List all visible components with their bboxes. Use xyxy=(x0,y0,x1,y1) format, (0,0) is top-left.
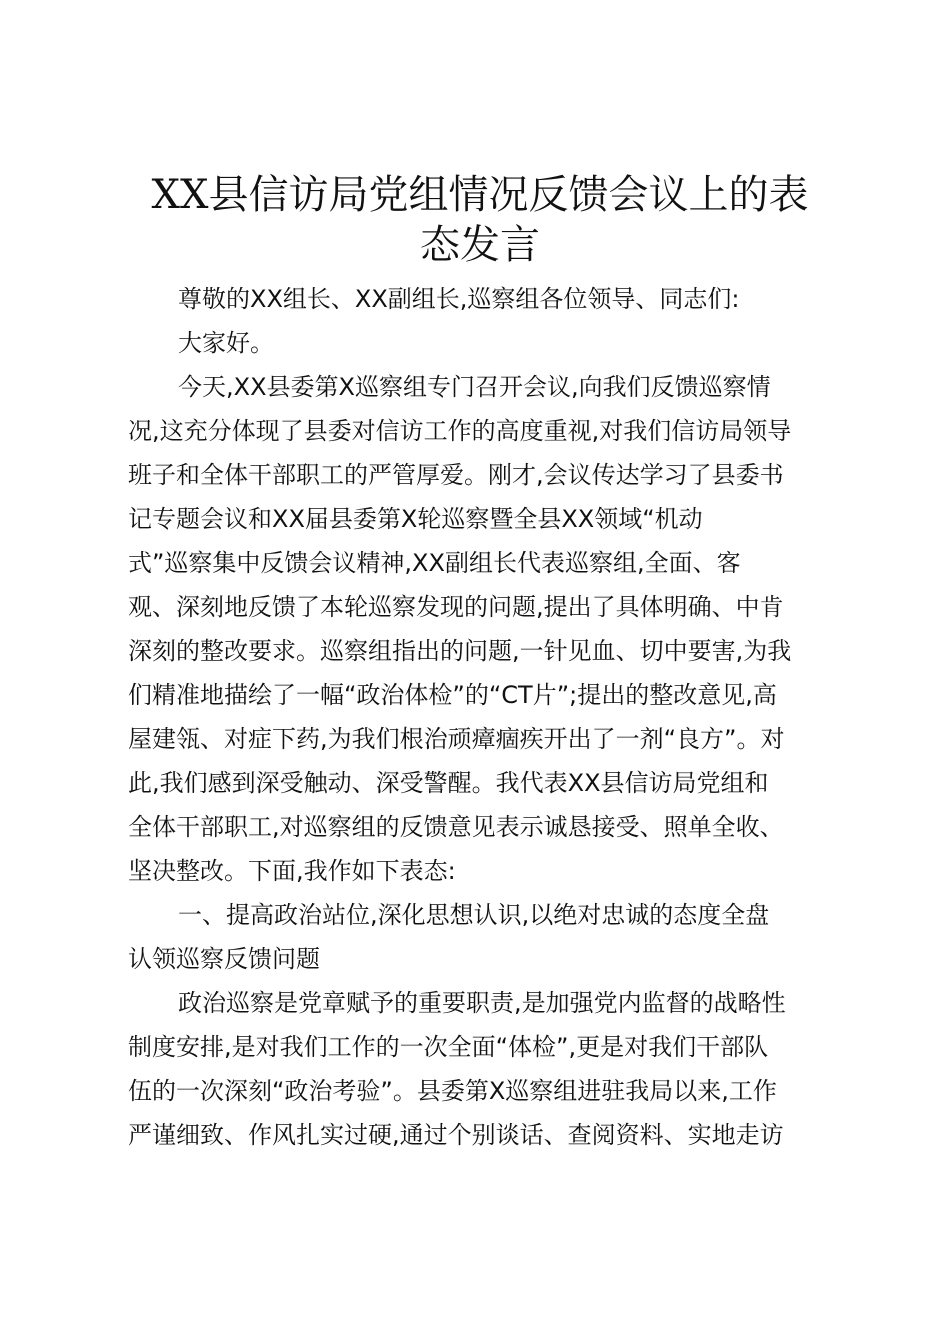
body-line: 今天,XX县委第X巡察组专门召开会议,向我们反馈巡察情 xyxy=(178,373,771,401)
body-line: 况,这充分体现了县委对信访工作的高度重视,对我们信访局领导 xyxy=(128,417,792,445)
body-line: 严谨细致、作风扎实过硬,通过个别谈话、查阅资料、实地走访 xyxy=(128,1121,784,1149)
body-line: 此,我们感到深受触动、深受警醒。我代表XX县信访局党组和 xyxy=(128,769,769,797)
body-line: 坚决整改。下面,我作如下表态: xyxy=(128,857,456,885)
body-line: 政治巡察是党章赋予的重要职责,是加强党内监督的战略性 xyxy=(178,989,786,1017)
body-line: 伍的一次深刻“政治考验”。县委第X巡察组进驻我局以来,工作 xyxy=(128,1077,777,1105)
body-line: 深刻的整改要求。巡察组指出的问题,一针见血、切中要害,为我 xyxy=(128,637,792,665)
section-heading-line: 一、提高政治站位,深化思想认识,以绝对忠诚的态度全盘 xyxy=(178,901,770,929)
body-line: 屋建瓴、对症下药,为我们根治顽瘴痼疾开出了一剂“良方”。对 xyxy=(128,725,785,753)
body-line: 观、深刻地反馈了本轮巡察发现的问题,提出了具体明确、中肯 xyxy=(128,593,784,621)
section-heading-line: 认领巡察反馈问题 xyxy=(128,945,320,973)
body-line: 全体干部职工,对巡察组的反馈意见表示诚恳接受、照单全收、 xyxy=(128,813,784,841)
body-line: 记专题会议和XX届县委第X轮巡察暨全县XX领域“机动 xyxy=(128,505,703,533)
document-title xyxy=(130,170,830,270)
body-line: 式”巡察集中反馈会议精神,XX副组长代表巡察组,全面、客 xyxy=(128,549,741,577)
body-line: 班子和全体干部职工的严管厚爱。刚才,会议传达学习了县委书 xyxy=(128,461,784,489)
salutation-line: 尊敬的XX组长、XX副组长,巡察组各位领导、同志们: xyxy=(178,285,740,313)
body-line: 制度安排,是对我们工作的一次全面“体检”,更是对我们干部队 xyxy=(128,1033,769,1061)
greeting-line: 大家好。 xyxy=(178,329,274,357)
title-line-2: 态发言 xyxy=(420,222,540,268)
body-line: 们精准地描绘了一幅“政治体检”的“CT片”;提出的整改意见,高 xyxy=(128,681,777,709)
title-line-1: XX县信访局党组情况反馈会议上的表 xyxy=(151,172,809,218)
